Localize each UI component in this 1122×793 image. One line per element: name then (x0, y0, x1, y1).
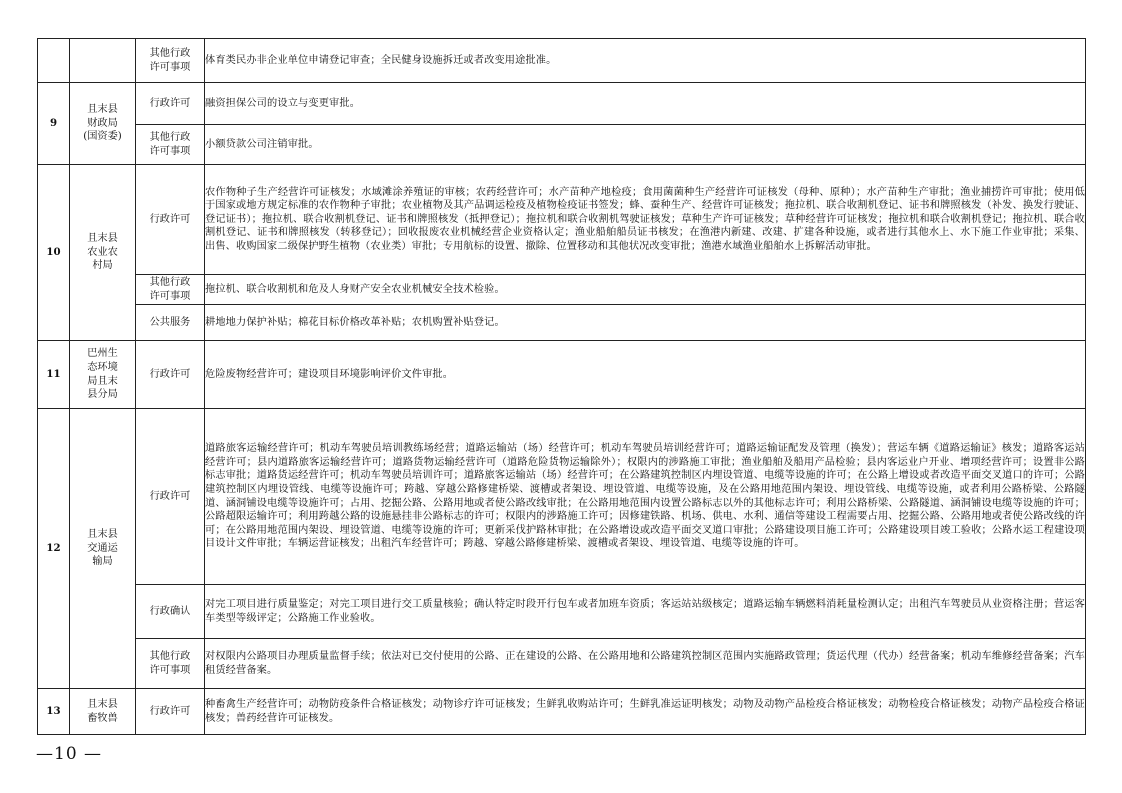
row-number (38, 39, 70, 83)
cell-line: 村局 (92, 260, 113, 272)
cell-line: 行政确认 (149, 605, 191, 617)
item-category (136, 341, 205, 409)
cell-line: 行政许可 (149, 368, 191, 380)
cell-line: 交通运 (87, 542, 118, 554)
table-row (38, 689, 1086, 735)
row-number: 12 (38, 409, 70, 689)
row-number: 9 (38, 83, 70, 165)
table-row (38, 409, 1086, 585)
cell-line: 农业农 (87, 246, 118, 258)
department-name (70, 83, 136, 165)
item-category (136, 39, 205, 83)
item-category (136, 305, 205, 341)
cell-line: 行政许可 (149, 705, 191, 717)
cell-line: 且末县 (87, 698, 118, 710)
cell-line: 其他行政 (149, 47, 191, 59)
cell-line: 态环境 (87, 361, 118, 373)
item-category (136, 165, 205, 275)
department-name (70, 409, 136, 689)
administrative-items-table (37, 38, 1086, 735)
item-list: 小额贷款公司注销审批。 (205, 125, 1086, 165)
cell-line: 且末县 (87, 529, 118, 541)
item-list: 对完工项目进行质量鉴定；对完工项目进行交工质量核验；确认特定时段开行包车或者加班车资质；客运站站级核定；道路运输车辆燃料消耗量检测认定；出租汽车驾驶员从业资格注册；营运客车类型等级评定；公路施工作业验收。 (205, 585, 1086, 639)
table-row (38, 585, 1086, 639)
item-list: 道路旅客运输经营许可；机动车驾驶员培训教练场经营；道路运输站（场）经营许可；机动车驾驶员培训经营许可；道路运输证配发及管理（换发）；营运车辆《道路运输证》核发；道路客运站经营许可；县内道路旅客运输经营许可；道路货物运输经营许可（道路危险货物运输除外）；权限内的涉路施工审批；渔业船舶及船用产品检验；县内客运业户开业、增项经营许可；设置非公路标志审批；道路货运经营许可；机动车驾驶员培训许可；道路旅客运输站（场）经营许可；在公路建筑控制区内埋设管道、电缆等设施的许可；在公路上增设或者改造平面交叉道口的许可；公路建筑控制区内埋设管线、电缆等设施许可；跨越、穿越公路修建桥梁、渡槽或者架设、埋设管道、电缆等设施，及在公路用地范围内架设、埋设管线、电缆等设施，或者利用公路桥梁、公路隧道、涵洞铺设电缆等设施许可；占用、挖掘公路、公路用地或者使公路改线审批；在公路用地范围内设置公路标志以外的其他标志许可；利用公路桥梁、公路隧道、涵洞铺设电缆等设施的许可；公路超限运输许可；利用跨越公路的设施悬挂非公路标志的许可；权限内的涉路施工许可；因修建铁路、机场、供电、水利、通信等建设工程需要占用、挖掘公路、公路用地或者使公路改线的许可；在公路用地范围内架设、埋设管道、电缆等设施的许可；更新采伐护路林审批；在公路增设或改造平面交叉道口审批；公路建设项目施工许可；公路建设项目竣工验收；公路水运工程建设项目设计文件审批；车辆运营证核发；出租汽车经营许可；跨越、穿越公路修建桥梁、渡槽或者架设、埋设管道、电缆等设施的许可。 (205, 409, 1086, 585)
item-list: 拖拉机、联合收割机和危及人身财产安全农业机械安全技术检验。 (205, 275, 1086, 305)
cell-line: 行政许可 (149, 213, 191, 225)
item-category (136, 409, 205, 585)
department-name (70, 165, 136, 341)
cell-line: 其他行政 (149, 650, 191, 662)
cell-line: 且末县 (87, 233, 118, 245)
cell-line: 许可事项 (149, 145, 191, 157)
page-number: —10 — (36, 744, 103, 764)
item-list: 危险废物经营许可；建设项目环境影响评价文件审批。 (205, 341, 1086, 409)
item-category (136, 585, 205, 639)
cell-line: 公共服务 (149, 316, 191, 328)
department-name (70, 689, 136, 735)
cell-line: 其他行政 (149, 276, 191, 288)
table-row (38, 275, 1086, 305)
item-list: 种畜禽生产经营许可；动物防疫条件合格证核发；动物诊疗许可证核发；生鲜乳收购站许可；生鲜乳准运证明核发；动物及动物产品检疫合格证核发；动物检疫合格证核发；动物产品检疫合格证核发；兽药经营许可证核发。 (205, 689, 1086, 735)
row-number: 13 (38, 689, 70, 735)
row-number: 11 (38, 341, 70, 409)
table-row (38, 39, 1086, 83)
cell-line: 许可事项 (149, 664, 191, 676)
row-number: 10 (38, 165, 70, 341)
cell-line: 输局 (92, 556, 113, 568)
table-row (38, 83, 1086, 125)
department-name (70, 341, 136, 409)
item-list: 融资担保公司的设立与变更审批。 (205, 83, 1086, 125)
table-row (38, 125, 1086, 165)
cell-line: 县分局 (87, 389, 118, 401)
cell-line: 其他行政 (149, 131, 191, 143)
table-row (38, 305, 1086, 341)
item-list: 农作物种子生产经营许可证核发；水域滩涂养殖证的审核；农药经营许可；水产苗种产地检疫；食用菌菌种生产经营许可证核发（母种、原种）；水产苗种生产审批；渔业捕捞许可审批；使用低于国家或地方规定标准的农作物种子审批；农业植物及其产品调运检疫及植物检疫证书签发；蜂、蚕种生产、经营许可证核发；拖拉机、联合收割机登记、证书和牌照核发（补发、换发行驶证、登记证书）；拖拉机、联合收割机登记、证书和牌照核发（抵押登记）；拖拉机和联合收割机驾驶证核发；草种生产许可证核发；草种经营许可证核发；拖拉机和联合收割机登记；拖拉机、联合收割机登记、证书和牌照核发（转移登记）；回收报废农业机械经营企业资格认定；渔业船舶船员证书核发；在渔港内新建、改建、扩建各种设施，或者进行其他水上、水下施工作业审批；采集、出售、收购国家二级保护野生植物（农业类）审批；专用航标的设置、撤除、位置移动和其他状况改变审批；渔港水域渔业船舶水上拆解活动审批。 (205, 165, 1086, 275)
table-row (38, 639, 1086, 689)
item-list: 体育类民办非企业单位申请登记审查；全民健身设施拆迁或者改变用途批准。 (205, 39, 1086, 83)
cell-line: 且末县 (87, 104, 118, 116)
table-row (38, 341, 1086, 409)
table-body (38, 39, 1086, 735)
cell-line: 财政局 (87, 117, 118, 129)
cell-line: 行政许可 (149, 490, 191, 502)
item-category (136, 125, 205, 165)
item-list: 对权限内公路项目办理质量监督手续；依法对已交付使用的公路、正在建设的公路、在公路用地和公路建筑控制区范围内实施路政管理；货运代理（代办）经营备案；机动车维修经营备案；汽车租赁经营备案。 (205, 639, 1086, 689)
item-category (136, 639, 205, 689)
cell-line: 畜牧兽 (87, 712, 118, 724)
cell-line: 行政许可 (149, 97, 191, 109)
cell-line: 局且末 (87, 375, 118, 387)
item-list: 耕地地力保护补贴；棉花目标价格改革补贴；农机购置补贴登记。 (205, 305, 1086, 341)
table-row (38, 165, 1086, 275)
item-category (136, 275, 205, 305)
item-category (136, 689, 205, 735)
cell-line: 许可事项 (149, 61, 191, 73)
department-name (70, 39, 136, 83)
cell-line: 许可事项 (149, 290, 191, 302)
cell-line: (国资委) (83, 131, 122, 143)
item-category (136, 83, 205, 125)
cell-line: 巴州生 (87, 348, 118, 360)
